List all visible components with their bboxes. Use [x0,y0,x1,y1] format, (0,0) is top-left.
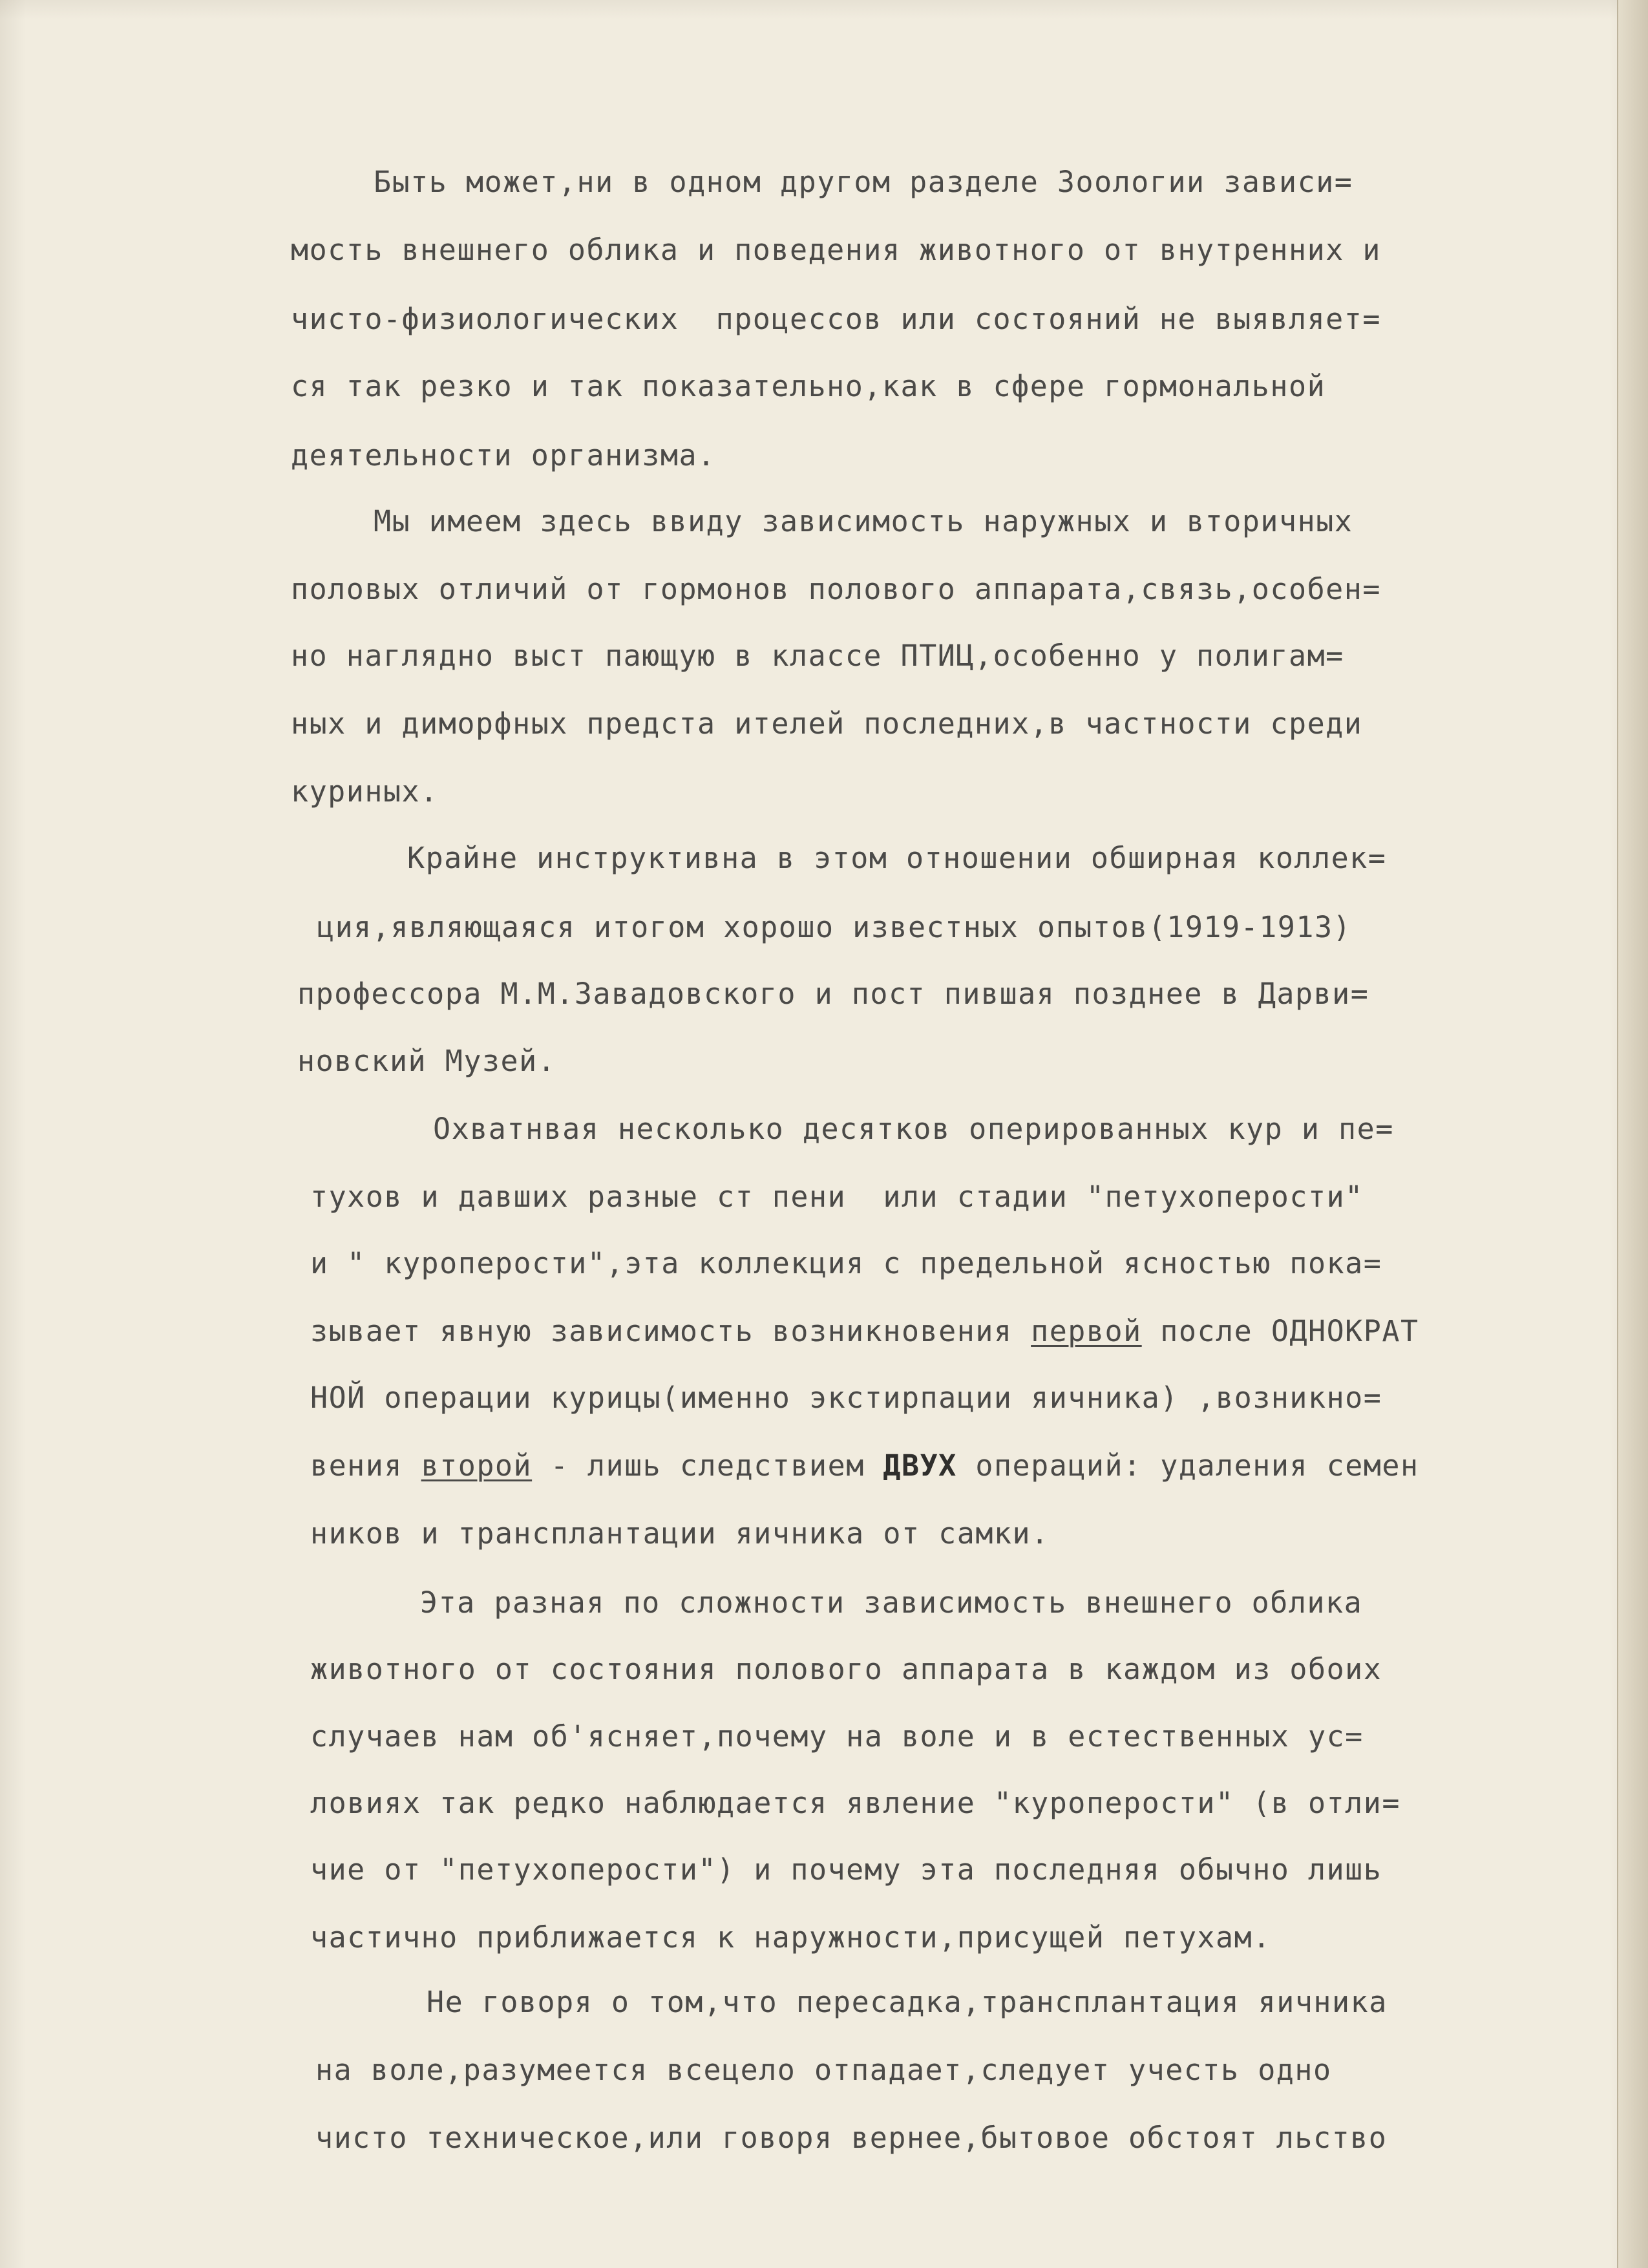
text-line: чисто техническое,или говоря вернее,бытовое обстоят льство [315,2121,1388,2155]
text-line: ция,являющаяся итогом хорошо известных опытов(1919-1913) [317,910,1352,944]
text-segment: вения [310,1448,421,1483]
text-line: ников и трансплантации яичника от самки. [310,1516,1050,1551]
underlined-word: второй [421,1448,533,1483]
text-line: Быть может,ни в одном другом разделе Зоологии зависи= [374,165,1353,199]
text-line: чие от "петухоперости") и почему эта последняя обычно лишь [310,1852,1382,1887]
text-line: Крайне инструктивна в этом отношении обширная коллек= [407,841,1387,875]
text-line: и " куроперости",эта коллекция с предельной ясностью пока= [310,1246,1382,1280]
text-line: случаев нам об'ясняет,почему на воле и в естественных ус= [310,1719,1364,1754]
text-line: чисто-физиологических процессов или состояний не выявляет= [291,302,1381,336]
text-line: НОЙ операции курицы(именно экстирпации яичника) ,возникно= [310,1381,1382,1415]
text-line: частично приближается к наружности,присущей петухам. [310,1920,1271,1955]
text-line: ловиях так редко наблюдается явление "куроперости" (в отли= [310,1786,1400,1820]
text-segment: после ОДНОКРАТ [1141,1314,1419,1348]
text-line: мость внешнего облика и поведения животного от внутренних и [291,233,1381,267]
text-line: половых отличий от гормонов полового аппарата,связь,особен= [291,572,1381,606]
text-segment: зывает явную зависимость возникновения [310,1314,1031,1348]
text-line: Не говоря о том,что пересадка,трансплантация яичника [427,1985,1388,2019]
text-line: животного от состояния полового аппарата в каждом из обоих [310,1652,1382,1686]
text-line: ся так резко и так показательно,как в сфере гормональной [291,369,1326,403]
text-segment: операций: удаления семен [956,1448,1419,1483]
text-segment: - лишь следствием [532,1448,883,1483]
text-line: Охватнвая несколько десятков оперированных кур и пе= [433,1112,1394,1146]
text-line: деятельности организма. [291,438,716,472]
emphasized-word: ДВУХ [883,1448,957,1483]
paper-edge [1617,0,1648,2268]
text-line: ных и диморфных предста ителей последних,в частности среди [291,706,1363,741]
text-line [310,1447,1419,1485]
text-line: Мы имеем здесь ввиду зависимость наружных и вторичных [374,504,1353,538]
text-line: но наглядно выст пающую в классе ПТИЦ,особенно у полигам= [291,639,1344,673]
underlined-word: первой [1031,1314,1142,1348]
text-line: новский Музей. [297,1044,556,1078]
text-line: на воле,разумеется всецело отпадает,следует учесть одно [315,2053,1332,2087]
text-line: тухов и давших разные ст пени или стадии "петухоперости" [310,1180,1364,1214]
text-line [310,1312,1419,1351]
text-line: Эта разная по сложности зависимость внешнего облика [420,1585,1363,1620]
text-line: профессора М.М.Завадовского и пост пившая позднее в Дарви= [297,977,1369,1011]
text-line: куриных. [291,774,439,809]
